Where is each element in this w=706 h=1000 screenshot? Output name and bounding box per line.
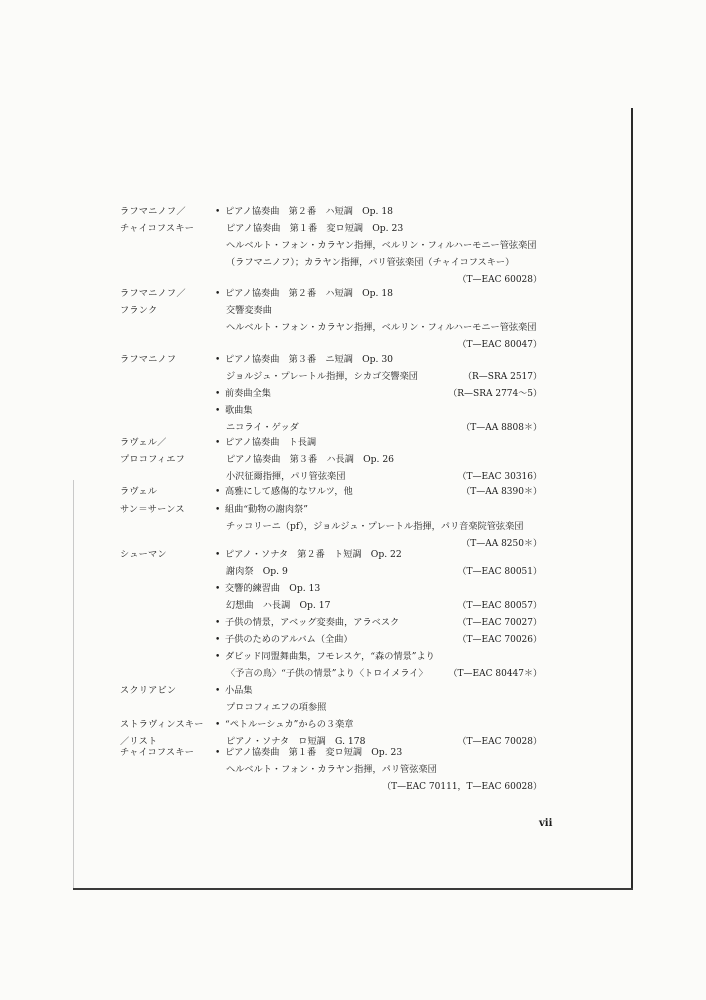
bullet-icon: • xyxy=(215,748,221,758)
entry-text: ピアノ協奏曲 第１番 変ロ短調 Op. 23 xyxy=(226,223,404,234)
bullet-icon: • xyxy=(215,618,221,628)
catalog-number: （T—EAC 30316） xyxy=(457,472,542,482)
entry-text: 交響的練習曲 Op. 13 xyxy=(225,583,321,594)
composer-name: スクリアビン xyxy=(120,685,177,696)
work-title xyxy=(215,745,402,761)
catalog-number: （T—EAC 80447＊） xyxy=(448,669,542,679)
work-title xyxy=(215,286,393,302)
work-detail xyxy=(226,666,428,682)
work-title xyxy=(215,683,253,699)
bullet-icon: • xyxy=(215,686,221,696)
work-title xyxy=(215,632,353,648)
work-detail xyxy=(226,519,523,535)
entry-text: 前奏曲全集 xyxy=(225,388,271,399)
catalog-number: （T—AA 8250＊） xyxy=(461,539,542,549)
entry-text: 組曲“動物の謝肉祭” xyxy=(225,504,308,515)
entry-text: チッコリーニ（pf），ジョルジュ・プレートル指揮，パリ音楽院管弦楽団 xyxy=(226,521,524,532)
entry-text: 子供の情景，アベッグ変奏曲，アラベスク xyxy=(225,617,400,628)
bullet-icon: • xyxy=(215,389,221,399)
work-title xyxy=(215,386,271,402)
catalog-number: （T—AA 8390＊） xyxy=(461,487,542,497)
entry-text: ピアノ・ソナタ ロ短調 G. 178 xyxy=(226,736,366,747)
bullet-icon: • xyxy=(215,505,221,515)
bullet-icon: • xyxy=(215,406,221,416)
entry-text: 高雅にして感傷的なワルツ，他 xyxy=(225,486,353,497)
catalog-number: （T—EAC 60028） xyxy=(457,275,542,285)
bullet-icon: • xyxy=(215,584,221,594)
entry-text: ニコライ・ゲッダ xyxy=(226,422,299,433)
bullet-icon: • xyxy=(215,355,221,365)
catalog-number: （T—EAC 70111，T—EAC 60028） xyxy=(382,782,542,792)
work-title xyxy=(215,352,393,368)
composer-name: チャイコフスキー xyxy=(120,747,195,758)
composer-name: チャイコフスキー xyxy=(120,223,195,234)
entry-text: 〈予言の鳥〉“子供の情景”より〈トロイメライ〉 xyxy=(226,668,428,679)
work-title xyxy=(215,403,253,419)
catalog-number: （R—SRA 2774〜5） xyxy=(448,389,542,399)
bullet-icon: • xyxy=(215,635,221,645)
composer-name: ラフマニノフ／ xyxy=(120,206,186,217)
catalog-number: （T—EAC 70028） xyxy=(457,737,542,747)
work-title xyxy=(215,615,399,631)
catalog-number: （T—EAC 70027） xyxy=(457,618,542,628)
composer-name: ／リスト xyxy=(120,736,158,747)
work-title xyxy=(215,484,353,500)
entry-text: プロコフィエフの項参照 xyxy=(226,702,327,713)
bullet-icon: • xyxy=(215,652,221,662)
entry-text: 子供のためのアルバム（全曲） xyxy=(225,634,353,645)
entry-text: ジョルジュ・プレートル指揮，シカゴ交響楽団 xyxy=(226,371,418,382)
work-detail xyxy=(226,238,536,254)
composer-name: ラヴェル xyxy=(120,486,158,497)
composer-name: ラフマニノフ／ xyxy=(120,288,186,299)
entry-text: ヘルベルト・フォン・カラヤン指揮，ベルリン・フィルハーモニー管弦楽団 xyxy=(226,240,537,251)
entry-text: ピアノ協奏曲 第３番 ニ短調 Op. 30 xyxy=(225,354,394,365)
bullet-icon: • xyxy=(215,550,221,560)
entry-text: ヘルベルト・フォン・カラヤン指揮，パリ管弦楽団 xyxy=(226,764,437,775)
work-detail xyxy=(226,564,288,580)
work-detail xyxy=(226,369,418,385)
entry-text: 交響変奏曲 xyxy=(226,305,272,316)
entry-text: ピアノ協奏曲 第３番 ハ長調 Op. 26 xyxy=(226,454,395,465)
work-title xyxy=(215,502,308,518)
entry-text: 謝肉祭 Op. 9 xyxy=(226,566,288,577)
bullet-icon: • xyxy=(215,438,221,448)
work-detail xyxy=(226,598,330,614)
work-detail xyxy=(226,420,299,436)
work-detail xyxy=(226,700,326,716)
catalog-number: （R—SRA 2517） xyxy=(463,372,542,382)
composer-name: ラフマニノフ xyxy=(120,354,177,365)
bullet-icon: • xyxy=(215,487,221,497)
composer-name: プロコフィエフ xyxy=(120,454,185,465)
entry-text: ダビッド同盟舞曲集，フモレスケ，“森の情景”より xyxy=(225,651,435,662)
entry-text: ピアノ協奏曲 ト長調 xyxy=(225,437,317,448)
entry-text: ヘルベルト・フォン・カラヤン指揮，ベルリン・フィルハーモニー管弦楽団 xyxy=(226,322,537,333)
catalog-number: （T—EAC 80047） xyxy=(457,340,542,350)
entry-text: “ペトルーシュカ”からの３楽章 xyxy=(225,719,354,730)
entry-text: 歌曲集 xyxy=(225,405,253,416)
composer-name: サン＝サーンス xyxy=(120,504,185,515)
bullet-icon: • xyxy=(215,289,221,299)
work-detail xyxy=(226,762,437,778)
page-number: vii xyxy=(539,818,553,829)
composer-name: シューマン xyxy=(120,549,167,560)
work-detail xyxy=(226,303,272,319)
composer-name: フランク xyxy=(120,305,158,316)
entry-text: 小沢征爾指揮，パリ管弦楽団 xyxy=(226,471,346,482)
work-detail xyxy=(226,452,394,468)
entry-text: ピアノ・ソナタ 第２番 ト短調 Op. 22 xyxy=(225,549,402,560)
entry-text: ピアノ協奏曲 第２番 ハ短調 Op. 18 xyxy=(225,288,394,299)
bullet-icon: • xyxy=(215,207,221,217)
work-title xyxy=(215,547,402,563)
composer-name: ラヴェル／ xyxy=(120,437,167,448)
entry-text: 小品集 xyxy=(225,685,253,696)
catalog-number: （T—EAC 70026） xyxy=(457,635,542,645)
bullet-icon: • xyxy=(215,720,221,730)
entry-text: 幻想曲 ハ長調 Op. 17 xyxy=(226,600,331,611)
work-detail xyxy=(226,320,536,336)
work-title xyxy=(215,435,316,451)
work-title xyxy=(215,581,320,597)
work-detail xyxy=(226,469,345,485)
entry-text: （ラフマニノフ）；カラヤン指揮，パリ管弦楽団（チャイコフスキー） xyxy=(226,257,515,268)
catalog-number: （T—EAC 80051） xyxy=(457,567,542,577)
entry-text: ピアノ協奏曲 第１番 変ロ短調 Op. 23 xyxy=(225,747,403,758)
catalog-number: （T—AA 8808＊） xyxy=(461,423,542,433)
composer-name: ストラヴィンスキー xyxy=(120,719,204,730)
work-detail xyxy=(226,255,514,271)
entry-text: ピアノ協奏曲 第２番 ハ短調 Op. 18 xyxy=(225,206,394,217)
work-title xyxy=(215,649,435,665)
work-title xyxy=(215,204,393,220)
work-detail xyxy=(226,221,403,237)
catalog-number: （T—EAC 80057） xyxy=(457,601,542,611)
work-title xyxy=(215,717,353,733)
